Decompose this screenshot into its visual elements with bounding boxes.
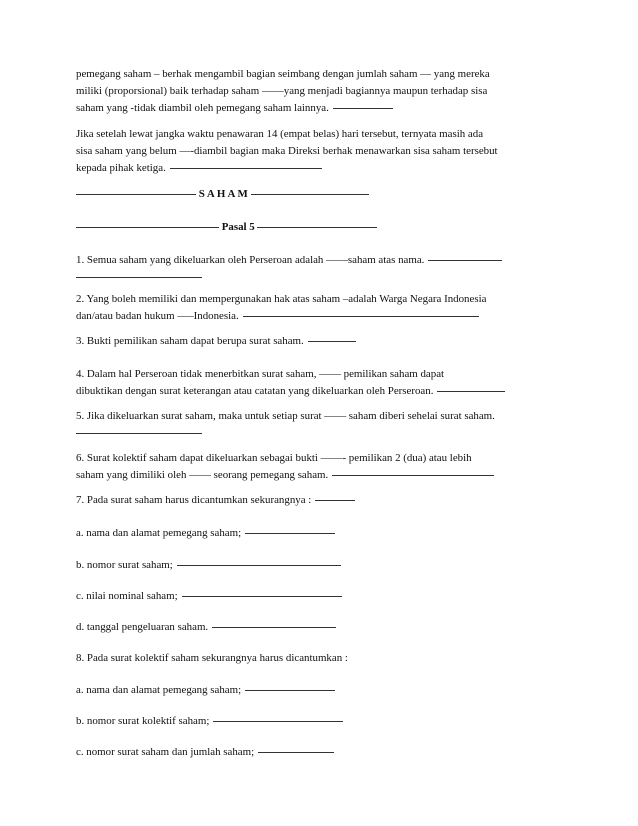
heading-saham bbox=[76, 186, 369, 203]
dash-filler bbox=[76, 277, 202, 278]
text-line: d. tanggal pengeluaran saham. bbox=[76, 621, 209, 633]
dash-filler bbox=[170, 168, 322, 169]
item-4 bbox=[76, 366, 576, 400]
dash-filler bbox=[428, 260, 502, 261]
text-line: saham yang -tidak diambil oleh pemegang saham lainnya. bbox=[76, 102, 329, 114]
heading-pasal-5 bbox=[76, 219, 377, 236]
text-line: 7. Pada surat saham harus dicantumkan sekurangnya : bbox=[76, 494, 312, 506]
item-5 bbox=[76, 408, 576, 442]
item-7d bbox=[76, 619, 576, 636]
text-line: 6. Surat kolektif saham dapat dikeluarkan sebagai bukti ——- pemilikan 2 (dua) atau lebih bbox=[76, 452, 472, 464]
item-7c bbox=[76, 588, 576, 605]
dash-filler bbox=[437, 391, 505, 392]
text-line: dibuktikan dengan surat keterangan atau catatan yang dikeluarkan oleh Perseroan. bbox=[76, 385, 434, 397]
text-line: a. nama dan alamat pemegang saham; bbox=[76, 684, 242, 696]
text-line: 3. Bukti pemilikan saham dapat berupa surat saham. bbox=[76, 335, 304, 347]
dash-filler bbox=[332, 475, 494, 476]
text-line: 5. Jika dikeluarkan surat saham, maka untuk setiap surat —— saham diberi sehelai surat saham. bbox=[76, 410, 495, 422]
dash-filler bbox=[315, 500, 355, 501]
text-line: 1. Semua saham yang dikeluarkan oleh Perseroan adalah ——saham atas nama. bbox=[76, 254, 425, 266]
dash-filler bbox=[243, 316, 479, 317]
text-line: miliki (proporsional) baik terhadap saham ——yang menjadi bagiannya maupun terhadap sisa bbox=[76, 85, 488, 97]
text-line: c. nomor surat saham dan jumlah saham; bbox=[76, 746, 255, 758]
paragraph-pemegang-saham bbox=[76, 66, 576, 117]
text-line: 8. Pada surat kolektif saham sekurangnya harus dicantumkan : bbox=[76, 652, 348, 664]
item-8a bbox=[76, 682, 576, 699]
dash-filler bbox=[182, 596, 342, 597]
text-line: dan/atau badan hukum —–Indonesia. bbox=[76, 310, 239, 322]
text-line: 4. Dalam hal Perseroan tidak menerbitkan surat saham, —— pemilikan saham dapat bbox=[76, 368, 445, 380]
text-line: b. nomor surat kolektif saham; bbox=[76, 715, 210, 727]
section-title: S A H A M bbox=[198, 188, 248, 200]
dash-filler bbox=[76, 227, 219, 228]
item-3 bbox=[76, 333, 576, 350]
text-line: pemegang saham – berhak mengambil bagian seimbang dengan jumlah saham — yang mereka bbox=[76, 68, 490, 80]
item-7 bbox=[76, 492, 576, 509]
article-title: Pasal 5 bbox=[221, 221, 255, 233]
paragraph-penawaran bbox=[76, 126, 576, 177]
text-line: sisa saham yang belum —-diambil bagian maka Direksi berhak menawarkan sisa saham tersebut bbox=[76, 145, 498, 157]
item-7b bbox=[76, 557, 576, 574]
dash-filler bbox=[245, 533, 335, 534]
dash-filler bbox=[308, 341, 356, 342]
dash-filler bbox=[333, 108, 393, 109]
item-2 bbox=[76, 291, 576, 325]
item-1 bbox=[76, 252, 576, 286]
dash-filler bbox=[257, 227, 377, 228]
item-8c bbox=[76, 744, 576, 761]
dash-filler bbox=[76, 194, 196, 195]
text-line: 2. Yang boleh memiliki dan mempergunakan hak atas saham –adalah Warga Negara Indonesia bbox=[76, 293, 487, 305]
text-line: kepada pihak ketiga. bbox=[76, 162, 166, 174]
text-line: b. nomor surat saham; bbox=[76, 559, 173, 571]
dash-filler bbox=[212, 627, 336, 628]
text-line: saham yang dimiliki oleh —— seorang pemegang saham. bbox=[76, 469, 329, 481]
text-line: c. nilai nominal saham; bbox=[76, 590, 178, 602]
dash-filler bbox=[258, 752, 334, 753]
item-8b bbox=[76, 713, 576, 730]
item-6 bbox=[76, 450, 576, 484]
dash-filler bbox=[76, 433, 202, 434]
text-line: Jika setelah lewat jangka waktu penawaran 14 (empat belas) hari tersebut, ternyata masih ada bbox=[76, 128, 484, 140]
dash-filler bbox=[213, 721, 343, 722]
dash-filler bbox=[245, 690, 335, 691]
dash-filler bbox=[251, 194, 369, 195]
text-line: a. nama dan alamat pemegang saham; bbox=[76, 527, 242, 539]
item-8 bbox=[76, 650, 576, 667]
dash-filler bbox=[177, 565, 341, 566]
item-7a bbox=[76, 525, 576, 542]
